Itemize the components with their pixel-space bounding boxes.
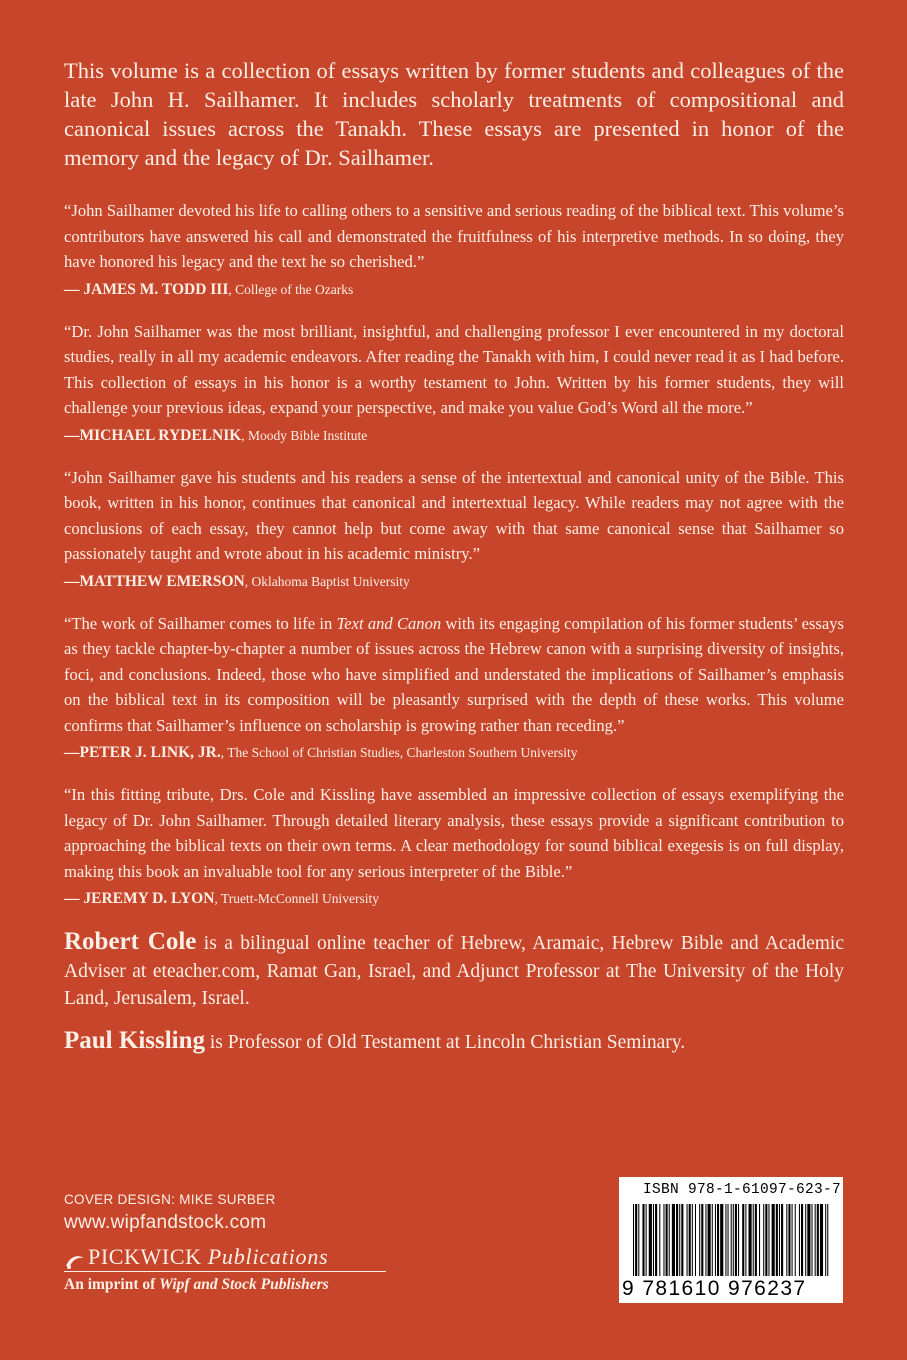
endorser-affiliation: , Oklahoma Baptist University [244, 573, 410, 589]
barcode-bar [635, 1204, 637, 1276]
attribution-dash: — [64, 890, 84, 907]
publisher-footer [64, 1192, 444, 1294]
barcode-bar [712, 1204, 713, 1276]
barcode-bar [689, 1204, 691, 1276]
barcode-bar [642, 1204, 644, 1276]
endorsement-4 [64, 611, 844, 763]
endorsement-attribution [64, 427, 844, 445]
endorser-name: JEREMY D. LYON [83, 890, 215, 907]
endorsement-5 [64, 782, 844, 908]
barcode-bar [633, 1204, 634, 1276]
barcode-bar [776, 1204, 778, 1276]
endorsement-attribution [64, 744, 844, 762]
attribution-dash: — [64, 744, 80, 761]
endorser-name: JAMES M. TODD III [83, 280, 229, 298]
editor-bio-text: is a bilingual online teacher of Hebrew, Aramaic, Hebrew Bible and Academic Adviser at eteacher.com, Ramat Gan, Israel, and Adjunct Professor at The University of the Holy Land, Jerusalem, Israel. [64, 933, 844, 1009]
publisher-name-main: PICKWICK [88, 1244, 202, 1269]
endorsement-text: “John Sailhamer gave his students and his readers a sense of the intertextual and canonical unity of the Bible. This book, written in his honor, continues that canonical and intertextual legacy. While readers may not agree with the conclusions of each essay, they cannot help but come away with that same canonical sense that Sailhamer so passionately taught and wrote about in his academic ministry.” [64, 467, 844, 563]
barcode-bar [692, 1204, 693, 1276]
barcode-bar [781, 1204, 783, 1276]
barcode-bar [801, 1204, 803, 1276]
barcode-bar [799, 1204, 800, 1276]
imprint-prefix: An imprint of [64, 1276, 160, 1293]
barcode-bar [735, 1204, 737, 1276]
book-description: This volume is a collection of essays written by former students and colleagues of the late John H. Sailhamer. It includes scholarly treatments of compositional and canonical issues across the Tanakh. These essays are presented in honor of the memory and the legacy of Dr. Sailhamer. [64, 58, 844, 170]
barcode-bar [695, 1204, 696, 1276]
barcode-bar [792, 1204, 793, 1276]
barcode-bar [812, 1204, 813, 1276]
barcode-bar [817, 1204, 819, 1276]
attribution-dash: — [64, 426, 80, 444]
barcode-bar [669, 1204, 670, 1276]
isbn-label: ISBN 978-1-61097-623-7 [643, 1182, 842, 1198]
barcode-bar [749, 1204, 752, 1276]
barcode-bar [807, 1204, 810, 1276]
editor-name: Robert Cole [64, 928, 197, 955]
barcode-bar [825, 1204, 826, 1276]
barcode-bar [681, 1204, 683, 1276]
isbn-barcode [619, 1177, 843, 1303]
barcode-bar [759, 1204, 760, 1276]
barcode-bar [728, 1204, 729, 1276]
barcode-bar [805, 1204, 806, 1276]
barcode-bar [827, 1204, 828, 1276]
barcode-bar [708, 1204, 711, 1276]
endorsement-attribution [64, 890, 844, 908]
cover-design-credit: COVER DESIGN: MIKE SURBER [64, 1192, 276, 1207]
barcode-bar [663, 1204, 664, 1276]
pickwick-swoosh-icon [64, 1254, 86, 1270]
editor-bio-kissling [64, 1027, 844, 1057]
endorser-name: MATTHEW EMERSON [79, 572, 245, 590]
imprint-line [64, 1276, 444, 1294]
editor-bio-cole [64, 928, 844, 1013]
endorser-affiliation: , Truett-McConnell University [214, 891, 380, 906]
barcode-digits: 9 781610 976237 [622, 1277, 807, 1300]
endorsement-1 [64, 198, 844, 299]
imprint-name: Wipf and Stock Publishers [159, 1276, 329, 1293]
barcode-bar [666, 1204, 668, 1276]
barcode-bar [725, 1204, 726, 1276]
barcode-bar [786, 1204, 787, 1276]
endorser-name: PETER J. LINK, JR. [79, 744, 221, 761]
barcode-bar [701, 1204, 703, 1276]
barcode-bar [755, 1204, 757, 1276]
barcode-bar [717, 1204, 719, 1276]
barcode-bar [733, 1204, 734, 1276]
publisher-website: www.wipfandstock.com [64, 1212, 267, 1233]
barcode-bar [679, 1204, 680, 1276]
barcode-bar [779, 1204, 780, 1276]
endorser-affiliation: , Moody Bible Institute [241, 427, 368, 443]
endorsement-text: “Dr. John Sailhamer was the most brilliant, insightful, and challenging professor I ever encountered in my doctoral studies, really in all my academic endeavors. After reading the Tanakh with him, I could never read it as I had before. This collection of essays in his honor is a worthy testament to John. Written by his former students, they will challenge your previous ideas, expand your perspective, and make you value God’s Word all the more.” [64, 321, 844, 417]
barcode-bar [765, 1204, 767, 1276]
barcode-bar [653, 1204, 654, 1276]
barcode-bar [788, 1204, 790, 1276]
endorsement-2 [64, 319, 844, 445]
barcode-bar [646, 1204, 647, 1276]
editor-bio-text: is Professor of Old Testament at Lincoln Christian Seminary. [205, 1031, 686, 1053]
endorser-affiliation: , The School of Christian Studies, Charleston Southern University [220, 745, 578, 760]
publisher-name-suffix: Publications [207, 1244, 329, 1269]
barcode-bar [649, 1204, 652, 1276]
barcode-bar [745, 1204, 746, 1276]
barcode-bar [763, 1204, 764, 1276]
editor-name: Paul Kissling [64, 1026, 206, 1054]
barcode-bar [742, 1204, 744, 1276]
barcode-bar [659, 1204, 660, 1276]
barcode-bar [687, 1204, 688, 1276]
endorsement-text: “In this fitting tribute, Drs. Cole and Kissling have assembled an impressive collection of essays exemplifying the legacy of Dr. John Sailhamer. Through detailed literary analysis, these essays provide a significant contribution to approaching the biblical texts on their own terms. A clear methodology for sound biblical exegesis is on full display, making this book an invaluable tool for any serious interpreter of the Bible.” [64, 785, 844, 881]
barcode-bar [753, 1204, 754, 1276]
barcode-bar [815, 1204, 816, 1276]
barcode-bar [638, 1204, 639, 1276]
endorser-name: MICHAEL RYDELNIK [79, 426, 242, 444]
barcode-bar [699, 1204, 700, 1276]
barcode-bar [820, 1204, 823, 1276]
publisher-name [88, 1244, 329, 1270]
attribution-dash: — [64, 280, 84, 298]
book-title-italic: Text and Canon [336, 613, 442, 633]
endorser-affiliation: , College of the Ozarks [228, 281, 354, 297]
barcode-bar [768, 1204, 769, 1276]
barcode-bar [655, 1204, 657, 1276]
attribution-dash: — [64, 572, 80, 590]
barcode-bar [715, 1204, 716, 1276]
endorsement-3 [64, 465, 844, 591]
barcode-bar [772, 1204, 775, 1276]
barcode-bar [676, 1204, 678, 1276]
endorsement-text: “John Sailhamer devoted his life to calling others to a sensitive and serious reading of the biblical text. This volume’s contributors have answered his call and demonstrated the fruitfulness of his interpretive methods. In so doing, they have honored his legacy and the text he so cherished.” [64, 201, 844, 271]
barcode-bars [633, 1204, 829, 1276]
barcode-bar [705, 1204, 706, 1276]
endorsement-text-end: with its engaging compilation of his former students’ essays as they tackle chapter-by-chapter a number of issues across the Hebrew canon with a surprising diversity of insights, foci, and conclusions. Indeed, those who have simplified and understated the implications of Sailhamer’s emphasis on the biblical text in its composition will be pleasantly surprised with the depth of these works. This volume confirms that Sailhamer’s influence on scholarship is growing rather than receding.” [64, 613, 844, 735]
back-cover-content [64, 56, 844, 1056]
barcode-bar [731, 1204, 732, 1276]
endorsement-text [64, 611, 844, 739]
barcode-bar [672, 1204, 675, 1276]
endorsement-attribution [64, 281, 844, 299]
barcode-bar [738, 1204, 739, 1276]
barcode-bar [795, 1204, 796, 1276]
endorsement-attribution [64, 573, 844, 591]
publisher-logo-line [64, 1244, 386, 1272]
endorsement-text-start: “The work of Sailhamer comes to life in [64, 613, 337, 633]
barcode-bar [720, 1204, 723, 1276]
